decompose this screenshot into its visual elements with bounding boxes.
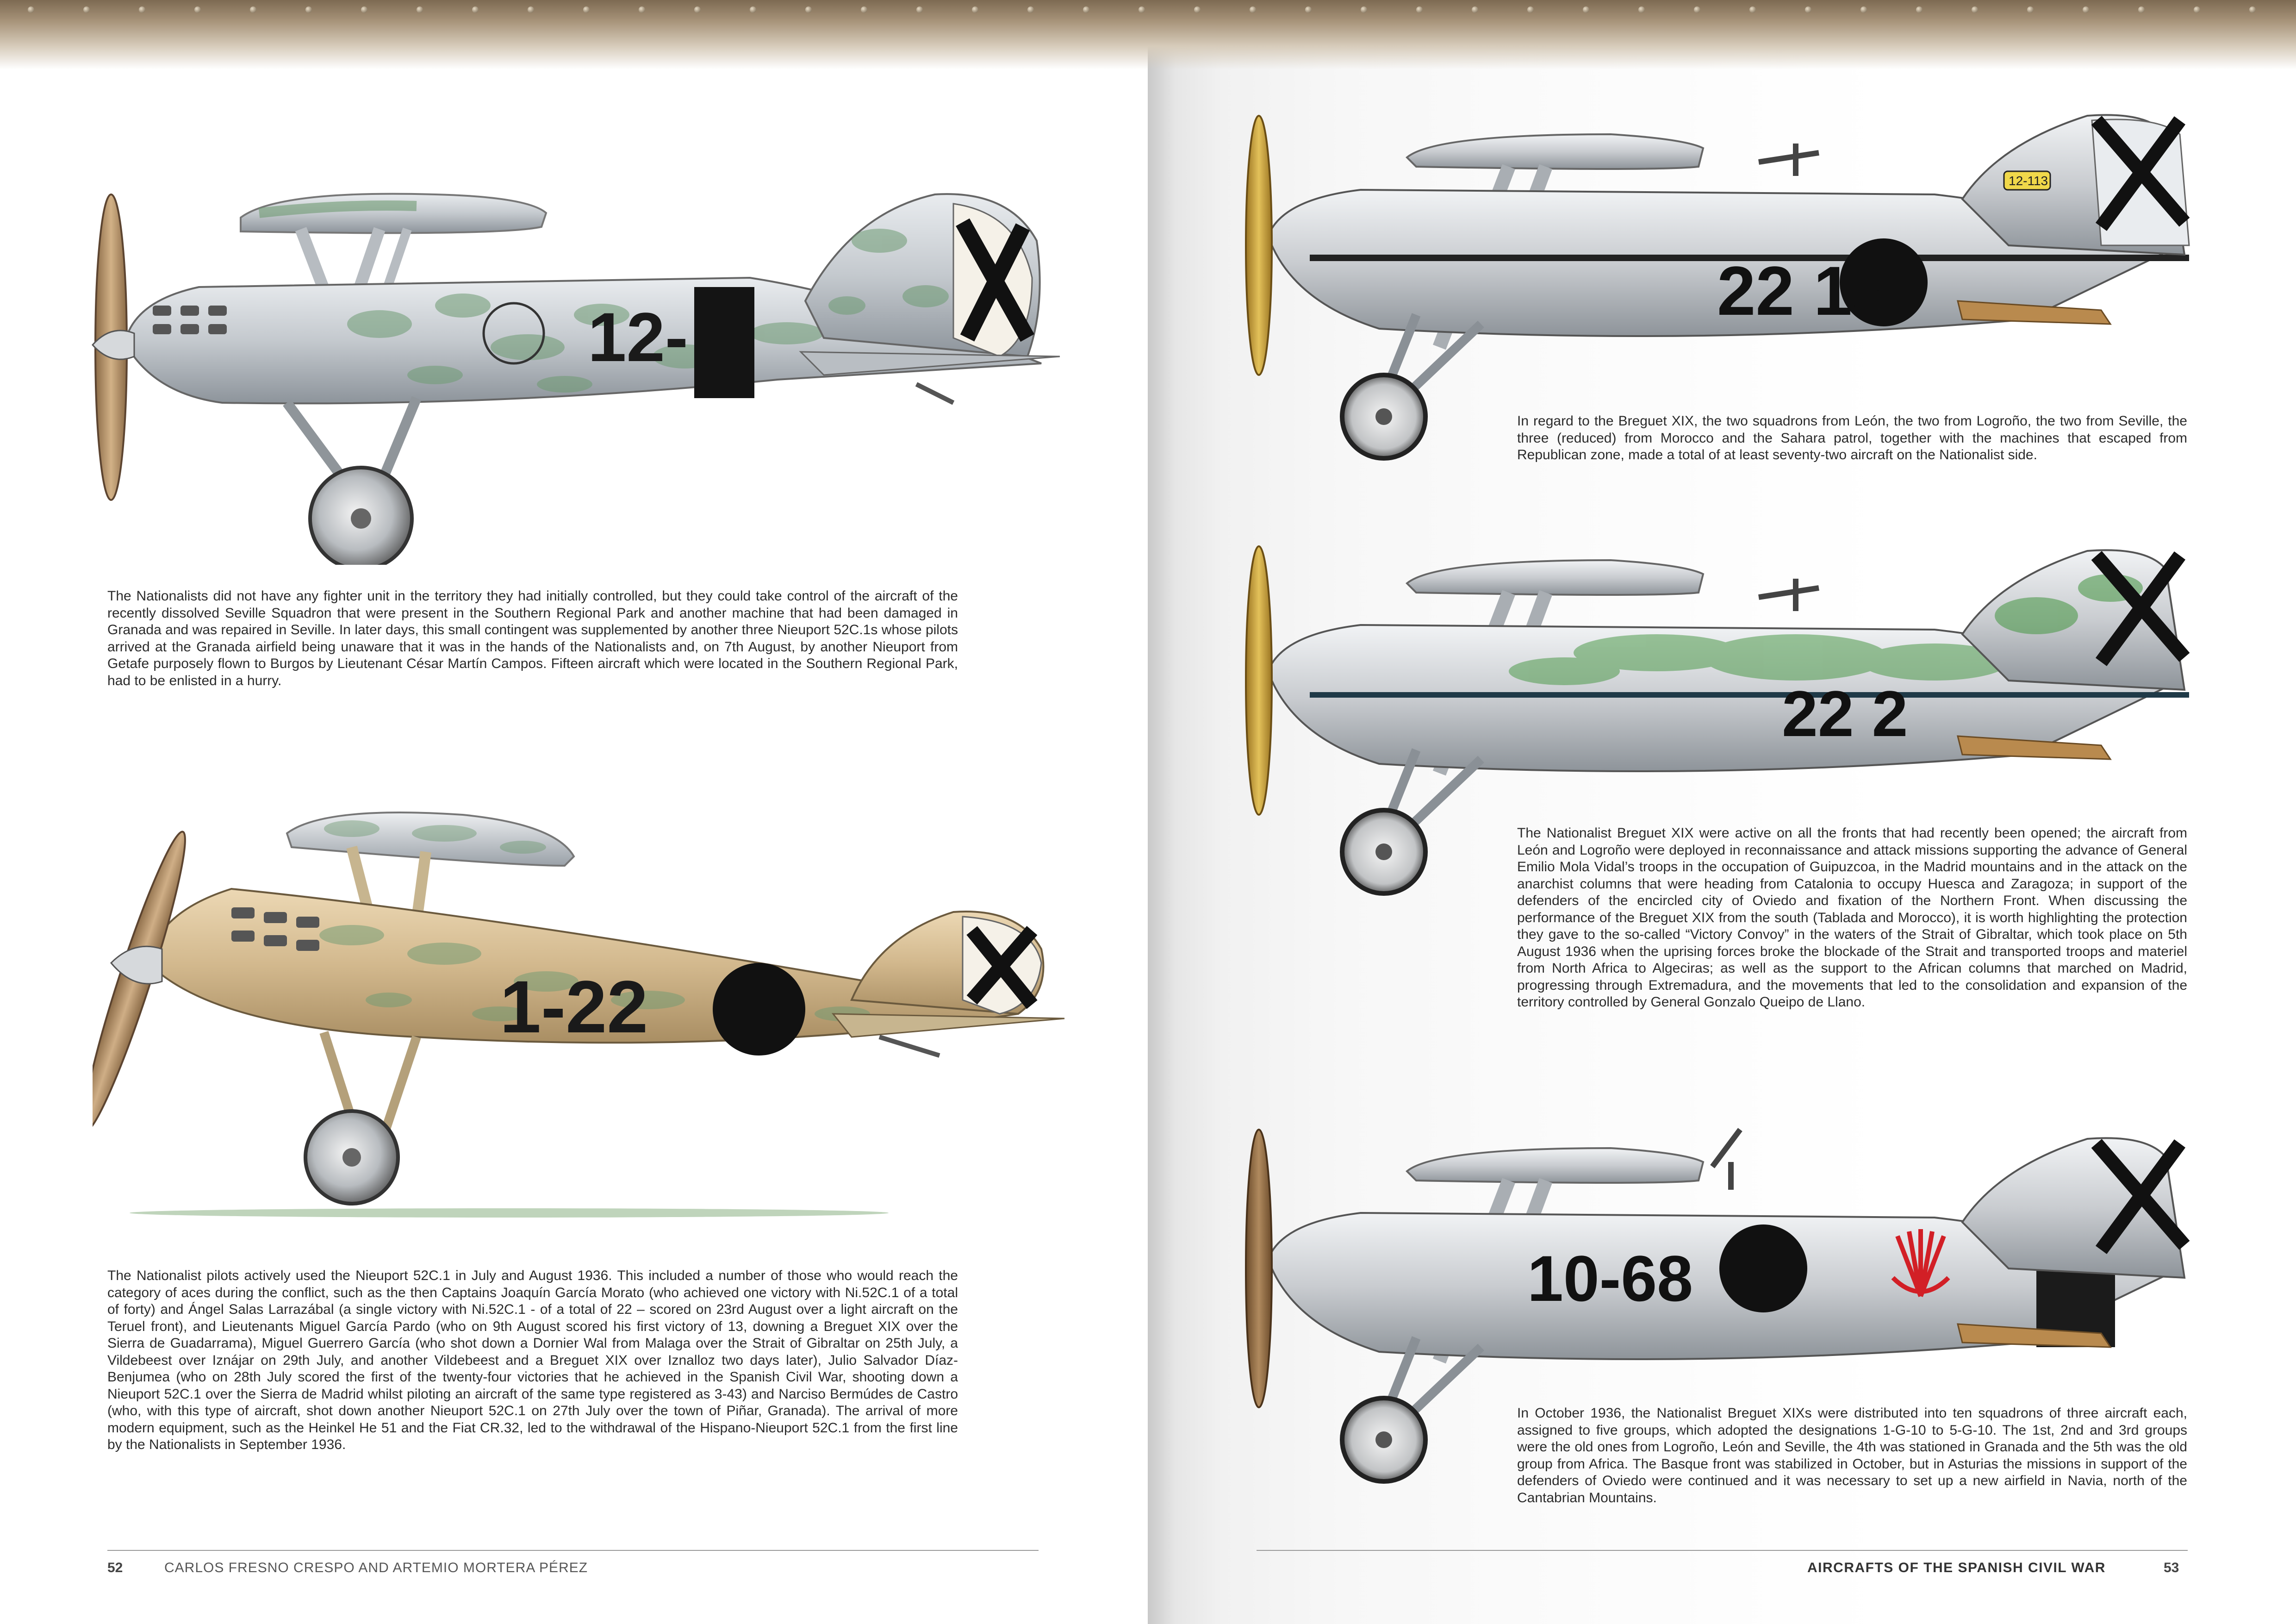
rivet-dot <box>1527 6 1534 13</box>
rivet-dot <box>750 6 756 13</box>
left-paragraph-1: The Nationalists did not have any fighter unit in the territory they had initially controlled, but they could take control of the aircraft of the recently dissolved Seville Squadron that were present in the Southern Regional Park and another machine that had been damaged in Granada and was repaired in Seville. In later days, this small contingent was supplemented by another three Nieuport 52C.1s whose pilots arrived at the Granada airfield being unaware that it was in the hands of the Nationalists and, on 7th August, by another Nieuport from Getafe purposely flown to Burgos by Lieutenant César Martín Campos. Fifteen aircraft which were located in the Southern Regional Park, had to be enlisted in a hurry. <box>107 588 958 688</box>
rivet-dot <box>805 6 812 13</box>
nieuport-1-svg <box>83 185 1069 565</box>
nieuport-illustration-1 <box>83 185 1069 565</box>
rivet-dot <box>83 6 90 13</box>
rivet-dot <box>1472 6 1478 13</box>
rivet-dot <box>1583 6 1589 13</box>
rivet-dot <box>417 6 423 13</box>
rivet-dot <box>1250 6 1256 13</box>
rivet-dot <box>1694 6 1700 13</box>
rivet-dot <box>1027 6 1034 13</box>
left-paragraph-2: The Nationalist pilots actively used the Nieuport 52C.1 in July and August 1936. This included a number of those who would reach the category of aces during the conflict, such as the then Captains Joaquín García Morato (who achieved one victory with Ni.52C.1 of a total of forty) and Ángel Salas Larrazábal (a single victory with Ni.52C.1 - of a total of 22 – scored on 23rd August over a light aircraft on the Teruel front), and Lieutenants Miguel García Pardo (who on 9th August scored his first victory of 13, downing a Breguet XIX over the Sierra de Guadarrama), Miguel Guerrero García (who shot down a Dornier Wal from Malaga over the Strait of Gibraltar on 25th July, a Vildebeest over Iznájar on 29th July, and another Vildebeest and a Breguet XIX over Iznalloz two days later), Julio Salvador Díaz-Benjumea (who on 28th July scored the first of the twenty-four victories that he achieved in the Spanish Civil War, shooting down a Nieuport 52C.1 over the Sierra de Madrid whilst piloting an aircraft of the same type registered as 3-43) and Narciso Bermúdes de Castro (who, with this type of aircraft, shot down another Nieuport 52C.1 on 27th July over the town of Piñar, Granada). The arrival of more modern equipment, such as the Heinkel He 51 and the Fiat CR.32, led to the withdrawal of the Hispano-Nieuport 52C.1 from the first line by the Nationalists in September 1936. <box>107 1268 958 1452</box>
rivet-dot <box>361 6 367 13</box>
rivet-dot <box>2138 6 2145 13</box>
nieuport-2-svg <box>93 796 1078 1222</box>
breguet-1-tail-tag: 12-113 <box>2009 174 2048 188</box>
rivet-dot <box>1361 6 1367 13</box>
breguet-2-marking: 22 2 <box>1782 677 1908 750</box>
rivet-dot <box>1972 6 1978 13</box>
rivet-dot <box>1139 6 1145 13</box>
right-running-head: AIRCRAFTS OF THE SPANISH CIVIL WAR <box>1807 1560 2106 1575</box>
rivet-dot <box>1305 6 1312 13</box>
rivet-dot <box>583 6 590 13</box>
nieuport-illustration-2 <box>93 796 1078 1222</box>
rivet-dot <box>2083 6 2089 13</box>
rivet-row <box>0 6 2296 16</box>
left-footer-rule <box>107 1550 1039 1551</box>
rivet-dot <box>2249 6 2256 13</box>
breguet-3-marking: 10-68 <box>1527 1242 1693 1315</box>
rivet-dot <box>1083 6 1089 13</box>
right-paragraph-2: The Nationalist Breguet XIX were active on all the fronts that had recently been opened; the aircraft from León and Logroño were deployed in reconnaissance and attack missions supporting the advance of General Emilio Mola Vidal’s troops in the occupation of Guipuzcoa, in the Madrid mountains and in the attack on the anarchist columns that were heading from Catalonia to occupy Huesca and Zaragoza; in support of the defenders of the encircled city of Oviedo and fixation of the Northern Front. When discussing the performance of the Breguet XIX from the south (Tablada and Morocco), it is worth highlighting the protection they gave to the so-called “Victory Convoy” in the waters of the Strait of Gibraltar, which took place on 5th August 1936 when the uprising forces broke the blockade of the Strait and transported troops and materiel from North Africa to Algeciras; as well as the support to the African columns that marched on Madrid, progressing through Extremadura, and the movements that led to the consolidation and expansion of the territory controlled by General Gonzalo Queipo de Llano. <box>1517 825 2187 1010</box>
rivet-dot <box>1749 6 1756 13</box>
right-paragraph-3: In October 1936, the Nationalist Breguet XIXs were distributed into ten squadrons of three aircraft each, assigned to five groups, which adopted the designations 1-G-10 to 5-G-10. The 1st, 2nd and 3rd groups were the old ones from Logroño, León and Seville, the 4th was stationed in Granada and the 5th was the old group from Africa. The Basque front was stabilized in October, but in Asturias the missions in support of the defenders of Oviedo were continued and it was necessary to set up a new airfield in Navia, north of the Cantabrian Mountains. <box>1517 1405 2187 1505</box>
rivet-dot <box>694 6 701 13</box>
rivet-dot <box>861 6 867 13</box>
right-folio: 53 <box>2164 1560 2179 1575</box>
right-paragraph-1: In regard to the Breguet XIX, the two squadrons from León, the two from Logroño, the two from Seville, the three (reduced) from Morocco and the Sahara patrol, together with the machines that escaped from Republican zone, made a total of at least seventy-two aircraft on the Nationalist side. <box>1517 413 2187 462</box>
rivet-dot <box>2194 6 2200 13</box>
left-folio: 52 <box>107 1560 123 1575</box>
rivet-dot <box>1916 6 1923 13</box>
rivet-dot <box>1805 6 1811 13</box>
rivet-dot <box>250 6 256 13</box>
rivet-dot <box>194 6 201 13</box>
right-footer-rule <box>1257 1550 2188 1551</box>
rivet-dot <box>28 6 34 13</box>
rivet-dot <box>139 6 145 13</box>
rivet-dot <box>1194 6 1201 13</box>
rivet-dot <box>972 6 978 13</box>
nieuport-1-marking: 12- <box>588 298 688 376</box>
rivet-dot <box>2027 6 2034 13</box>
rivet-dot <box>1860 6 1867 13</box>
rivet-dot <box>305 6 312 13</box>
nieuport-2-marking: 1-22 <box>500 965 648 1048</box>
rivet-dot <box>472 6 479 13</box>
rivet-dot <box>528 6 534 13</box>
rivet-dot <box>1416 6 1423 13</box>
left-running-head: CARLOS FRESNO CRESPO AND ARTEMIO MORTERA PÉREZ <box>164 1560 588 1575</box>
breguet-1-marking: 22 13 <box>1717 252 1891 330</box>
rivet-dot <box>1638 6 1645 13</box>
rivet-dot <box>916 6 923 13</box>
rivet-dot <box>639 6 645 13</box>
